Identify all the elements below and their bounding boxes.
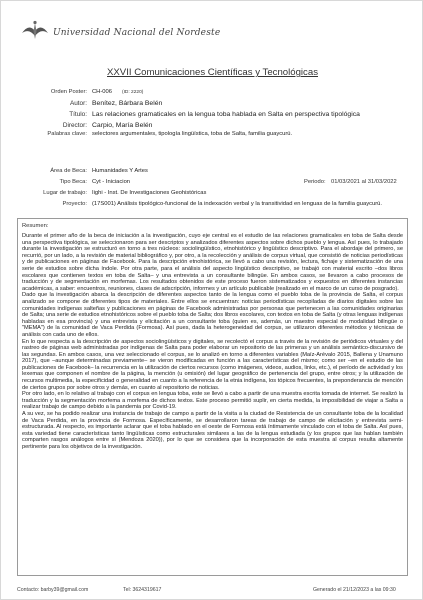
summary-paragraph: Por otro lado, en lo relativo al trabajo con el corpus en lengua toba, este se llevó a cabo a partir de una muestra escrita tomada de internet. Se realizó la traducción y la segmentación morfema a morfema de dichos textos. Este proceso permitió suplir, en cierta medida, la imposibilidad de viajar a Salta a realizar trabajo de campo debido a la pandemia por Covid-19. [22,391,403,411]
project-label: Proyecto: [62,201,87,207]
footer-generated: Generado el 21/12/2023 a las 09:30 [313,587,396,593]
summary-box [17,218,408,576]
area-label: Área de Beca: [50,168,87,174]
summary-paragraph: A su vez, se ha podido realizar una instancia de trabajo de campo a partir de la visita a la ciudad de Resistencia de un consultante toba de la localidad de Vaca Perdida, en la provincia de Formosa. Específicamente, se desarrollaron tareas de trabajo de campo de elicitación y entrevista semi-estructurada. Al respecto, es importante aclarar que el toba hablado en el oeste de Formosa está íntimamente vinculado con el toba de Salta. Así pues, esta variedad tiene características tanto lingüísticas como estructurales similares a las de la lengua estudiada (y los grupos que las hablan también comparten rasgos análogos entre sí (Mendoza 2020)), por lo que se considera que la incorporación de esta muestra al corpus resulta altamente pertinente para los objetivos de la investigación. [22,411,403,450]
order-label: Orden Poster: [50,89,87,95]
summary-paragraph: Dado que la investigación abarca la descripción de diferentes aspectos tanto de la lengua como el pueblo toba de la provincia de Salta, el corpus analizado se compone de diferentes tipos de materiales. Entre ellos se encuentran: noticias periodísticas recopiladas de diarios digitales sobre las comunidades indígenas salteñas y publicaciones en páginas de Facebook administradas por personas que pertenecen a las comunidades originarias de Salta; una serie de estudios etnohistóricos sobre el pueblo toba de Salta; dos libros escolares, con textos en toba de Salta (y otras lenguas indígenas habladas en esa provincia) y una entrevista y elicitación a un consultante toba (quien es, además, un maestro especial de modalidad bilingüe o "MEMA") de la comunidad de Vaca Perdida (Formosa). Así pues, dada la heterogeneidad del corpus, se utilizaron diferentes métodos y técnicas de análisis con cada uno de ellos. [22,292,403,338]
footer-phone: Tel: 3624319617 [123,587,162,593]
keywords-label: Palabras clave: [47,131,87,137]
area-value: Humanidades Y Artes [92,168,148,174]
title-value: Las relaciones gramaticales en la lengua toba hablada en Salta en perspectiva tipológica [92,111,360,118]
author-label: Autor: [69,100,87,107]
summary-title: Resumen: [22,223,49,229]
congress-title: XXVII Comunicaciones Científicas y Tecnológicas [107,67,318,78]
university-logo-icon [20,19,50,43]
type-value: Cyt - Iniciacion [92,179,131,185]
place-label: Lugar de trabajo: [43,190,87,196]
period-label: Periodo: [304,179,326,185]
summary-body [22,233,403,451]
order-value: CH-006 [92,89,112,95]
summary-paragraph: Durante el primer año de la beca de iniciación a la investigación, cuyo eje central es el estudio de las relaciones gramaticales en toba de Salta desde una perspectiva tipológica, se seleccionaron para ser descriptos y analizados diferentes aspectos sobre dichos pueblo y lengua. Así pues, lo trabajado durante la investigación se estructuró en torno a tres núcleos: sociolingüístico, etnohistórico y lingüístico descriptivo. Para el abordaje del primero, se recurrió, por un lado, a la revisión de material bibliográfico y, por otro, a la recolección y análisis de corpus virtual, que consistió de noticias periodísticas y de publicaciones en páginas de Facebook. Para la descripción etnohistórica, se llevó a cabo una revisión, lectura, fichaje y sistematización de una serie de estudios sobre dicha índole. Por otra parte, para el análisis del aspecto lingüístico descriptivo, se trabajó con material escrito –dos libros escolares que contienen textos en toba de Salta– y una entrevista a un consultante bilingüe. En ambos casos, se llevaron a cabo procesos de traducción y de segmentación en morfemas. Los resultados obtenidos de este proceso fueron sistematizados y expuestos en diferentes instancias académicas, a saber: encuentros, reuniones, clases de adscripción, informes y un artículo publicable (realizado en el marco de un curso de posgrado). [22,233,403,292]
project-value: (17S001) Análisis tipológico-funcional de la indexación verbal y la transitividad en lenguas de la familia guaycurú. [92,201,383,207]
place-value: Iighi - Inst. De Investigaciones Geohistóricas [92,190,207,196]
period-value: 01/03/2021 al 31/03/2022 [331,179,397,185]
order-id: (ID: 2220) [122,90,144,95]
director-label: Director: [62,122,87,129]
university-name: Universidad Nacional del Nordeste [53,28,221,38]
summary-paragraph: En lo que respecta a la descripción de aspectos sociolingüísticos y digitales, se recolectó el corpus a través de la revisión de periódicos virtuales y del rastreo de páginas web administradas por indígenas de Salta para poder elaborar un repositorio de las primeras y un análisis semántico-discursivo de las segundas. En ambos casos, una vez seleccionado el corpus, se lo analizó en torno a diferentes variables (Maíz-Arévalo 2015, Ballena y Unamuno 2017), que –aunque determinadas previamente– se vieron modificadas en función a las características del mismo; como ser –en el estudio de las publicaciones de Facebook– la recurrencia en la utilización de ciertos recursos (como imágenes, videos, audios, links, etc.), el período de actividad y los lexemas que componen el nombre de la página, la mención (u omisión) del lugar geográfico de pertenencia del grupo, entre otros; y la utilización de recursos multimedia, la especificidad o generalidad en cuanto a la referencia de la etnia indígena, los tópicos frecuentes, la preponderancia de mención de ciertos grupos por sobre otros y demás, en cuanto al repositorio de noticias. [22,338,403,391]
type-label: Tipo Beca: [59,179,87,185]
footer-contact: Contacto: barby39@gmail.com [17,587,89,593]
keywords-value: selectores argumentales, tipología lingüística, toba de Salta, familia guaycurú. [92,131,293,137]
author-value: Benítez, Bárbara Belén [92,100,163,107]
director-value: Carpio, María Belén [92,122,153,129]
title-label: Título: [69,111,87,118]
